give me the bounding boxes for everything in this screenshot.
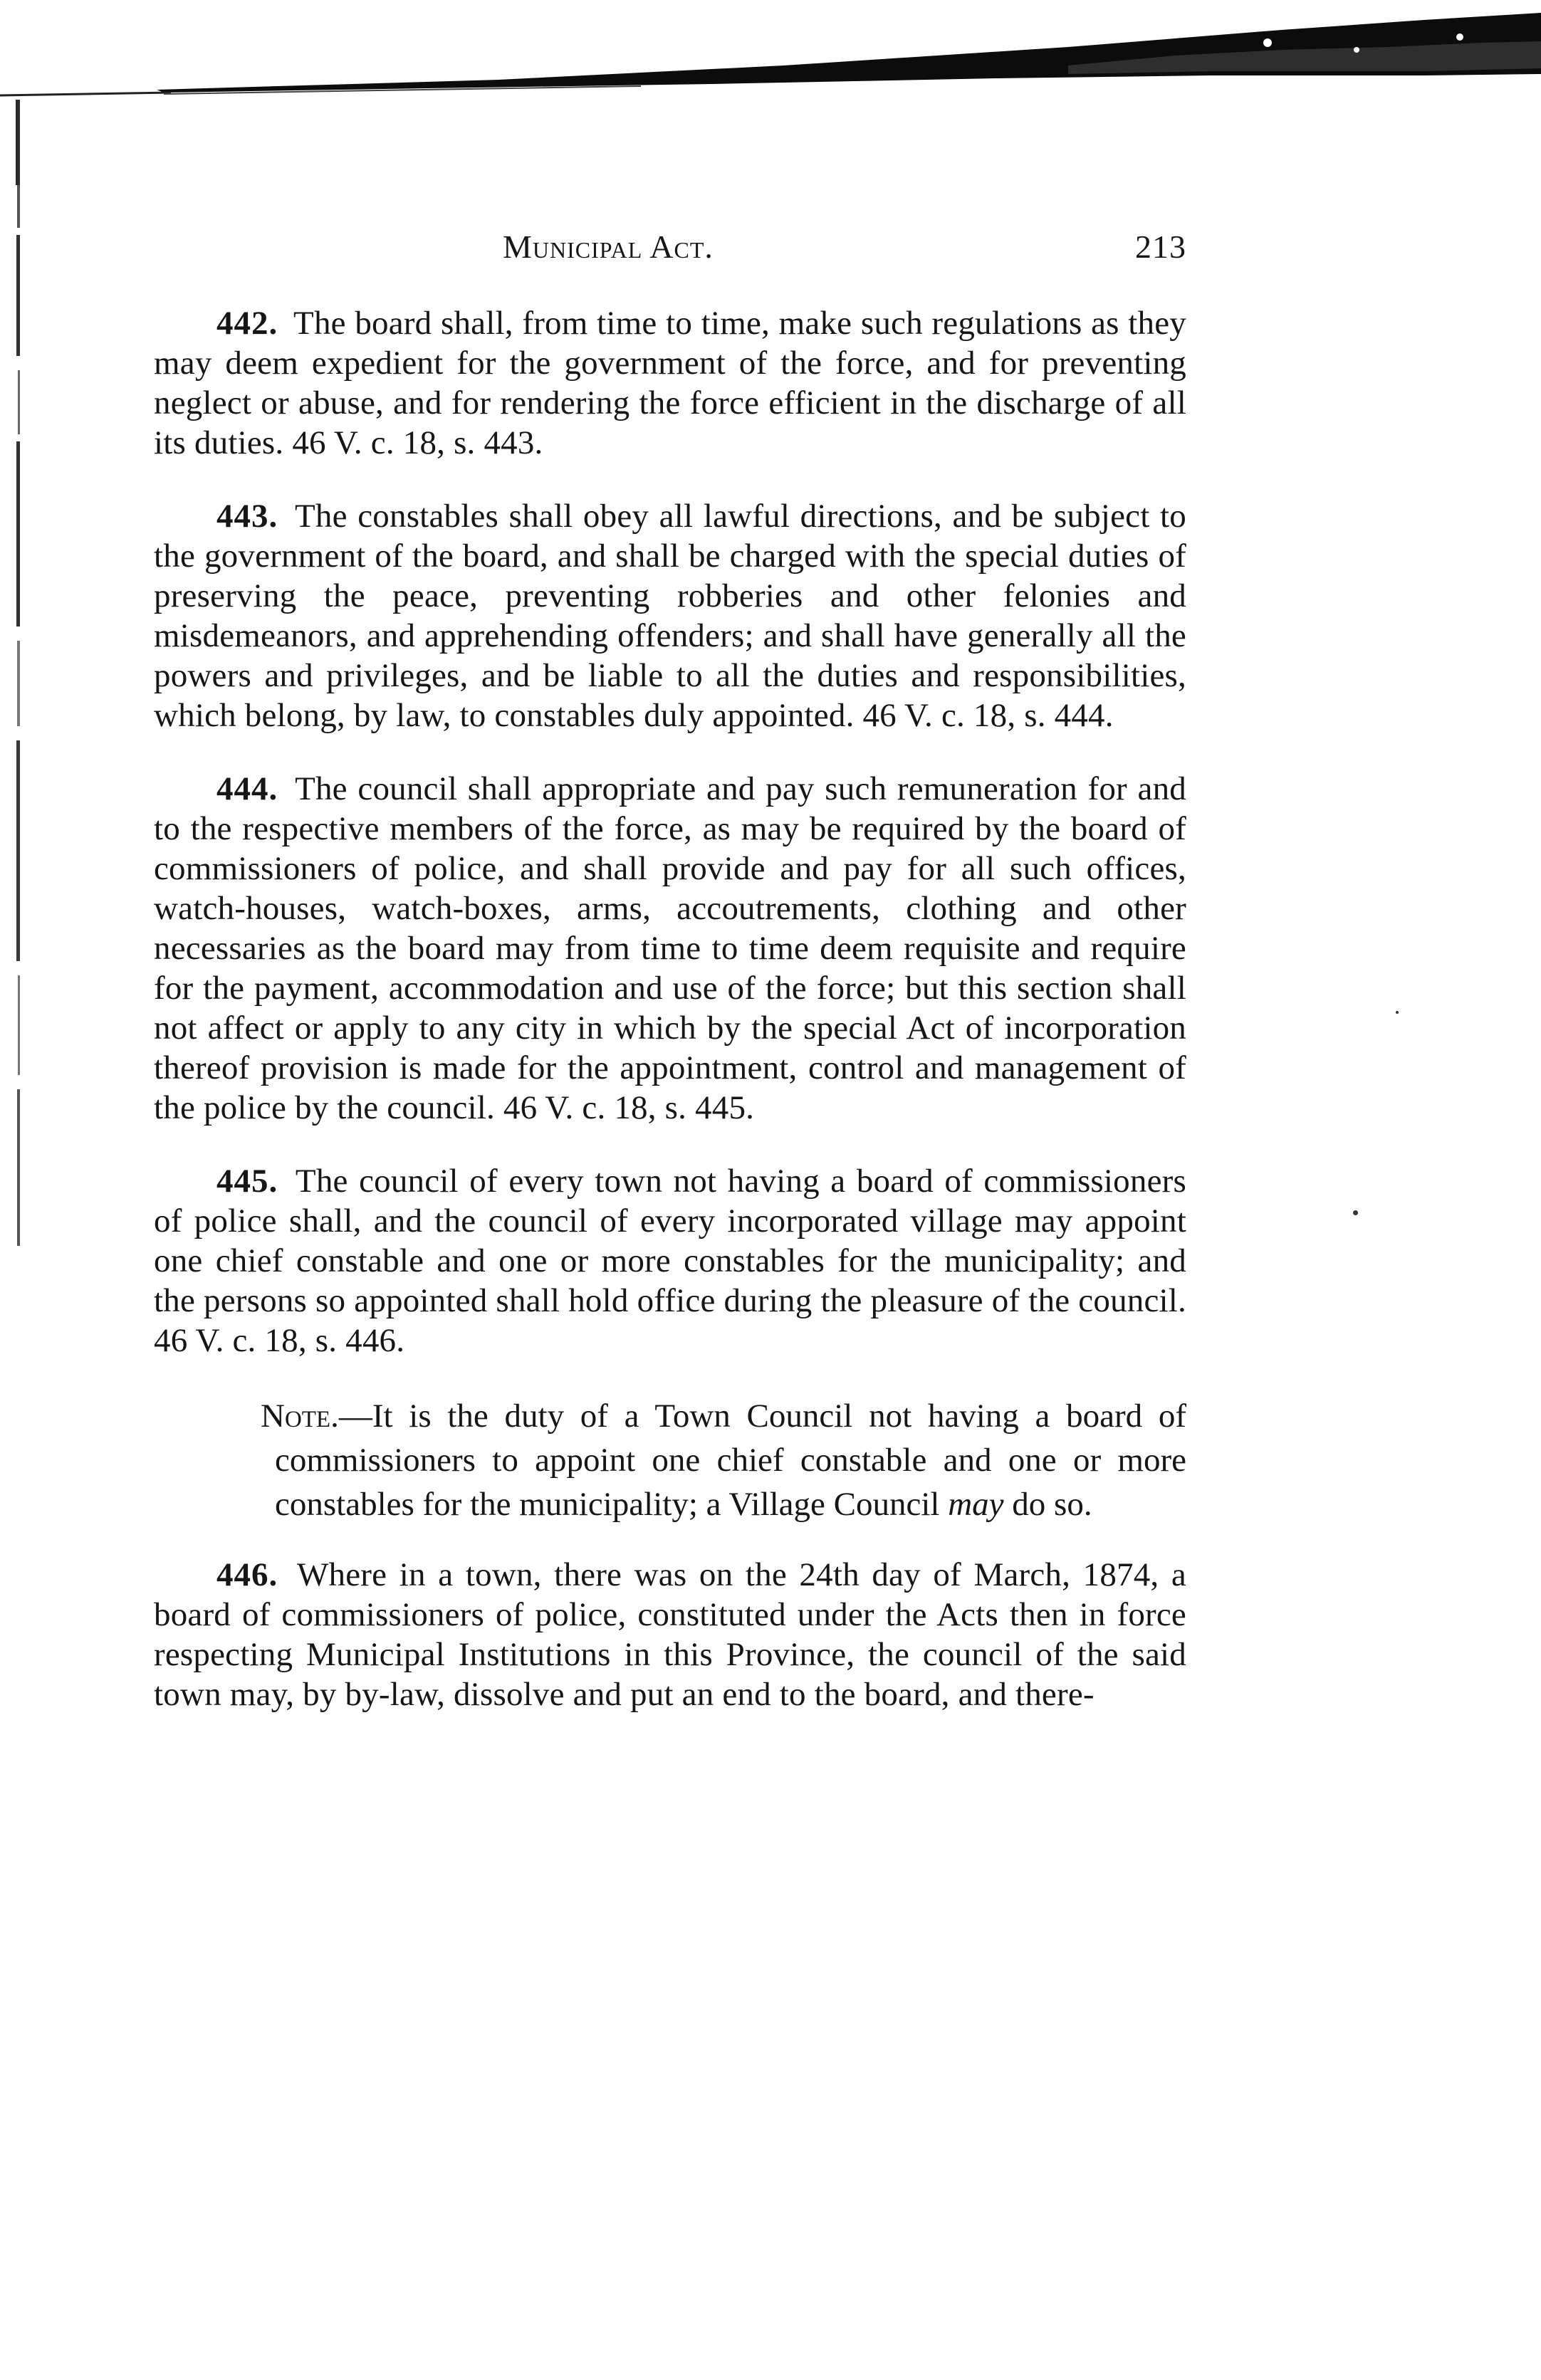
note-text-end: do so. — [1003, 1486, 1092, 1523]
section-text: The council shall appropriate and pay such remuneration for and to the respective members of the force, as may be required by the board of commissioners of police, and shall provide and pay for all such offices, watch-houses, watch-boxes, arms, accoutrements, clothing and other necessaries as the board may from time to time deem requisite and require for the payment, accommodation and use of the force; but this section shall not affect or apply to any city in which by the special Act of incorporation thereof provision is made for the appointment, control and management of the police by the council. 46 V. c. 18, s. 445. — [154, 770, 1186, 1126]
editorial-note — [261, 1394, 1186, 1526]
margin-speck — [1353, 1210, 1358, 1215]
section-number: 444. — [216, 770, 278, 807]
section-text: The constables shall obey all lawful directions, and be subject to the government of the board, and shall be charged with the special duties of preserving the peace, preventing robberies and other felonies and misdemeanors, and apprehending offenders; and shall have generally all the powers and privileges, and be liable to all the duties and responsibilities, which belong, by law, to constables duly appointed. 46 V. c. 18, s. 444. — [154, 498, 1186, 734]
section-number: 445. — [216, 1163, 278, 1200]
section-443 — [154, 496, 1186, 735]
section-446 — [154, 1555, 1186, 1714]
section-text: Where in a town, there was on the 24th day of March, 1874, a board of commissioners of police, constituted under the Acts then in force respecting Municipal Institutions in this Province, the council of the said town may, by by-law, dissolve and put an end to the board, and there- — [154, 1556, 1186, 1713]
scanned-page-edge — [14, 100, 31, 1310]
scanned-binding-shadow — [0, 0, 1541, 107]
section-442 — [154, 303, 1186, 463]
running-head — [154, 228, 1186, 285]
note-label: Note. — [261, 1398, 339, 1435]
section-number: 442. — [216, 305, 278, 342]
running-head-title: Municipal Act. — [503, 229, 714, 265]
section-444 — [154, 769, 1186, 1128]
page-number: 213 — [1135, 229, 1186, 265]
section-number: 443. — [216, 498, 278, 535]
section-445 — [154, 1161, 1186, 1361]
note-dash: — — [338, 1398, 372, 1435]
note-text: It is the duty of a Town Council not having a board of commissioners to appoint one chief constable and one or more constables for the municipality; a Village Council — [275, 1398, 1186, 1523]
section-text: The council of every town not having a board of commissioners of police shall, and the council of every incorporated village may appoint one chief constable and one or more constables for the municipality; and the persons so appointed shall hold office during the pleasure of the council. 46 V. c. 18, s. 446. — [154, 1163, 1186, 1359]
section-text: The board shall, from time to time, make such regulations as they may deem expedient for the government of the force, and for preventing neglect or abuse, and for rendering the force efficient in the discharge of all its duties. 46 V. c. 18, s. 443. — [154, 305, 1186, 461]
note-emphasis: may — [948, 1486, 1004, 1523]
margin-speck — [1396, 1011, 1399, 1014]
section-number: 446. — [216, 1556, 278, 1593]
book-page — [154, 228, 1186, 1748]
